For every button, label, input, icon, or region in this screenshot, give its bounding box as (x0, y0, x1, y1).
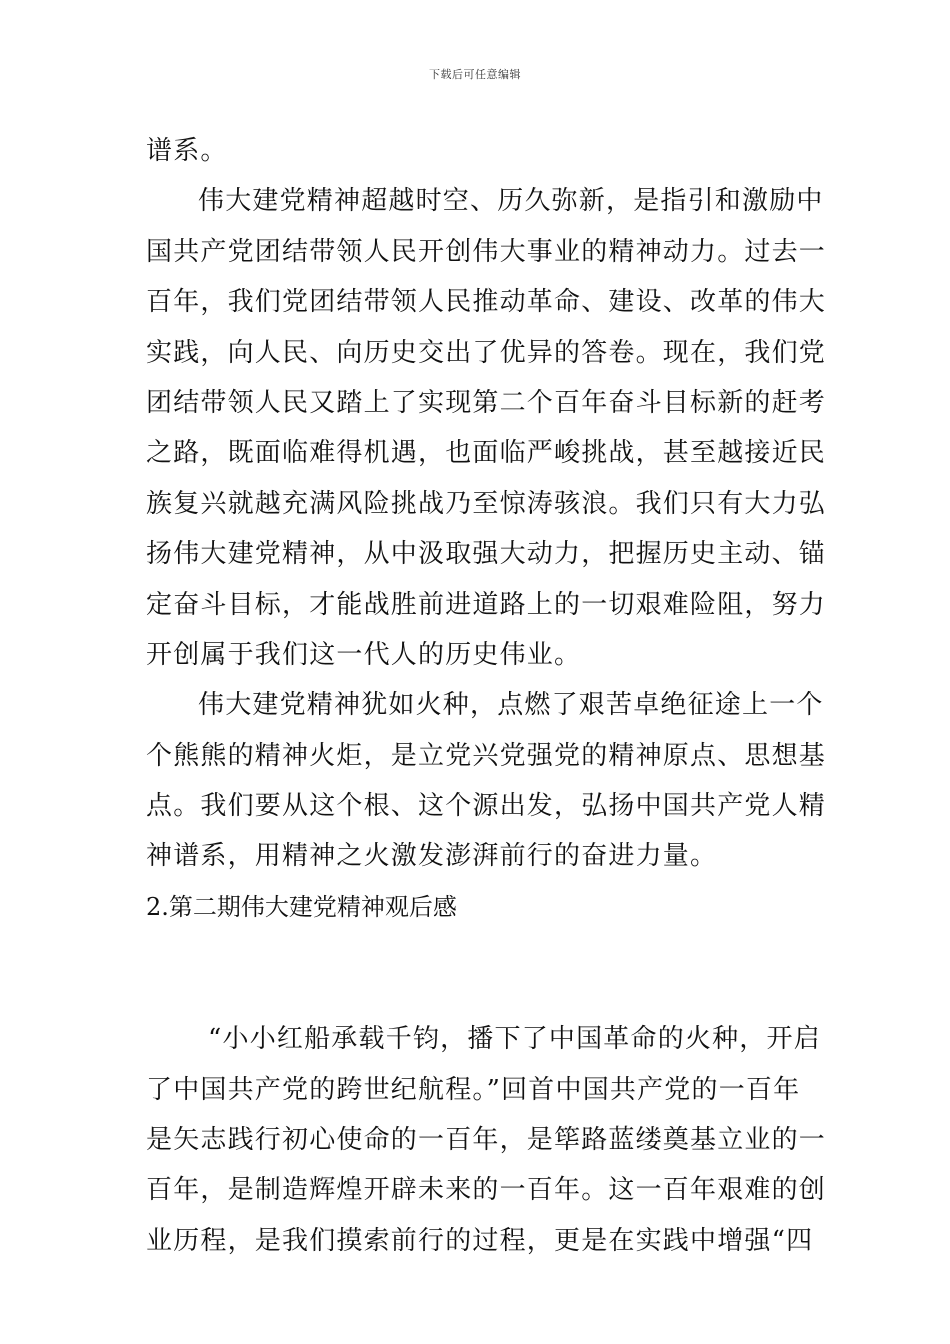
text-line: 实践，向人民、向历史交出了优异的答卷。现在，我们党 (146, 337, 827, 368)
text-line: 伟大建党精神犹如火种，点燃了艰苦卓绝征途上一个 (198, 690, 824, 721)
text-line: 百年，是制造辉煌开辟未来的一百年。这一百年艰难的创 (146, 1175, 827, 1206)
text-line: 伟大建党精神超越时空、历久弥新，是指引和激励中 (198, 186, 824, 217)
text-line: “小小红船承载千钧，播下了中国革命的火种，开启 (208, 1024, 821, 1055)
text-line: 扬伟大建党精神，从中汲取强大动力，把握历史主动、锚 (146, 539, 827, 570)
text-line: 点。我们要从这个根、这个源出发，弘扬中国共产党人精 (146, 791, 827, 822)
text-line: 个熊熊的精神火炬，是立党兴党强党的精神原点、思想基 (146, 740, 827, 771)
text-line: 了中国共产党的跨世纪航程。”回首中国共产党的一百年 (146, 1074, 801, 1105)
text-line: 百年，我们党团结带领人民推动革命、建设、改革的伟大 (146, 287, 827, 318)
document-body (146, 126, 827, 1266)
text-line: 国共产党团结带领人民开创伟大事业的精神动力。过去一 (146, 236, 827, 267)
text-line: 业历程，是我们摸索前行的过程，更是在实践中增强“四 (146, 1225, 814, 1256)
paragraph (146, 126, 810, 176)
text-line: 开创属于我们这一代人的历史伟业。 (146, 639, 582, 670)
paragraph (146, 1014, 827, 1266)
blank-spacer (146, 932, 810, 1014)
paragraph (146, 680, 827, 882)
section-heading: 2.第二期伟大建党精神观后感 (146, 892, 457, 921)
text-line: 定奋斗目标，才能战胜前进道路上的一切艰难险阻，努力 (146, 589, 827, 620)
text-line: 族复兴就越充满风险挑战乃至惊涛骇浪。我们只有大力弘 (146, 488, 827, 519)
text-line: 之路，既面临难得机遇，也面临严峻挑战，甚至越接近民 (146, 438, 827, 469)
text-line: 谱系。 (146, 136, 228, 166)
text-line: 神谱系，用精神之火激发澎湃前行的奋进力量。 (146, 841, 718, 872)
paragraph (146, 176, 827, 680)
page-header: 下载后可任意编辑 (429, 68, 521, 81)
text-line: 团结带领人民又踏上了实现第二个百年奋斗目标新的赶考 (146, 387, 827, 418)
text-line: 是矢志践行初心使命的一百年，是筚路蓝缕奠基立业的一 (146, 1125, 827, 1156)
